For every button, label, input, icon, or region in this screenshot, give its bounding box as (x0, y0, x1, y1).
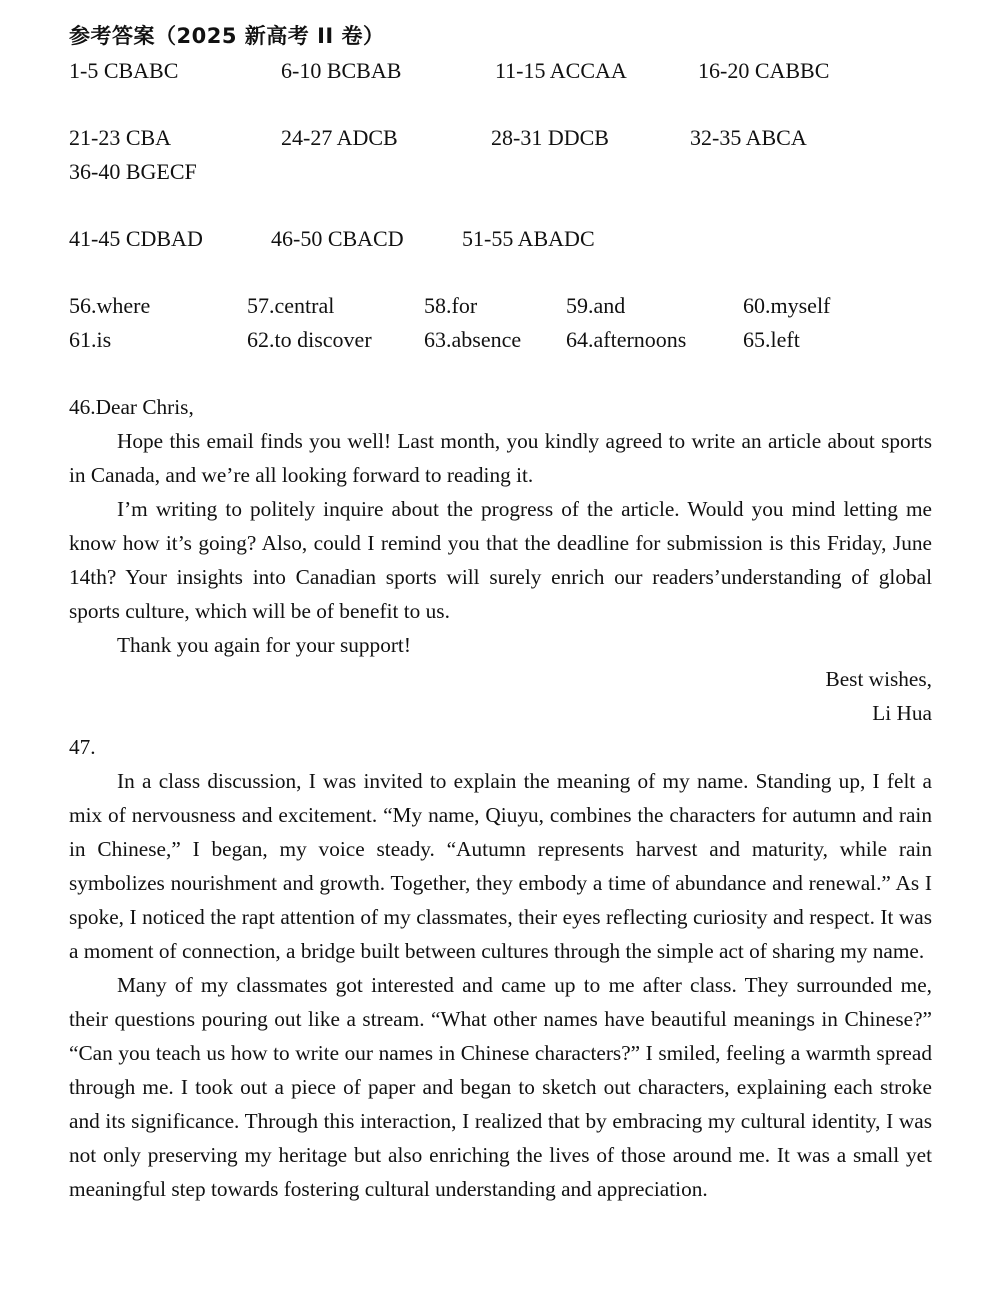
answer-group: 51-55 ABADC (462, 226, 595, 251)
fill-in-answer: 61.is (69, 327, 112, 352)
answer-row-4 (69, 222, 932, 256)
letter-paragraph: I’m writing to politely inquire about the progress of the article. Would you mind letting me know how it’s going? Also, could I remind you that the deadline for submission is this Friday, June 14th? Your insights into Canadian sports will surely enrich our readers’understanding of global sports culture, which will be of benefit to us. (69, 497, 932, 623)
fill-in-answer: 63.absence (424, 327, 522, 352)
answer-group: 36-40 BGECF (69, 159, 197, 184)
answer-group: 46-50 CBACD (271, 226, 404, 251)
answer-group: 32-35 ABCA (690, 125, 807, 150)
answer-group: 28-31 DDCB (491, 125, 609, 150)
answer-group: 1-5 CBABC (69, 58, 179, 83)
letter-closing: Best wishes, (825, 667, 932, 691)
answer-row-6 (69, 323, 932, 357)
answer-group: 21-23 CBA (69, 125, 172, 150)
fill-in-answer: 59.and (566, 293, 626, 318)
letter-signature: Li Hua (872, 701, 932, 725)
letter-salutation: 46.Dear Chris, (69, 395, 194, 419)
letter-paragraph: Hope this email finds you well! Last month, you kindly agreed to write an article about sports in Canada, and we’re all looking forward to reading it. (69, 429, 932, 487)
answer-group: 16-20 CABBC (698, 58, 830, 83)
fill-in-answer: 58.for (424, 293, 478, 318)
answer-group: 24-27 ADCB (281, 125, 398, 150)
answer-row-1 (69, 54, 932, 88)
answer-group: 6-10 BCBAB (281, 58, 402, 83)
fill-in-answer: 64.afternoons (566, 327, 687, 352)
essay-paragraph: In a class discussion, I was invited to explain the meaning of my name. Standing up, I felt a mix of nervousness and excitement. “My name, Qiuyu, combines the characters for autumn and rain in Chinese,” I began, my voice steady. “Autumn represents harvest and maturity, while rain symbolizes nourishment and growth. Together, they embody a time of abundance and renewal.” As I spoke, I noticed the rapt attention of my classmates, their eyes reflecting curiosity and respect. It was a moment of connection, a bridge built between cultures through the simple act of sharing my name. (69, 769, 932, 963)
essay-paragraph: Many of my classmates got interested and came up to me after class. They surrounded me, their questions pouring out like a stream. “What other names have beautiful meanings in Chinese?” “Can you teach us how to write our names in Chinese characters?” I smiled, feeling a warmth spread through me. I took out a piece of paper and began to sketch out characters, explaining each stroke and its significance. Through this interaction, I realized that by embracing my cultural identity, I was not only preserving my heritage but also enriching the lives of those around me. It was a small yet meaningful step towards fostering cultural understanding and appreciation. (69, 973, 932, 1201)
essay-section (69, 730, 932, 1206)
answer-row-5 (69, 289, 932, 323)
essay-label: 47. (69, 735, 96, 759)
answer-row-2 (69, 121, 932, 155)
answer-group: 41-45 CDBAD (69, 226, 203, 251)
letter-section (69, 390, 932, 730)
letter-paragraph: Thank you again for your support! (117, 633, 411, 657)
answer-group: 11-15 ACCAA (495, 58, 627, 83)
answer-row-3 (69, 155, 932, 189)
page-title: 参考答案（2025 新高考 II 卷） (69, 24, 385, 48)
fill-in-answer: 57.central (247, 293, 335, 318)
fill-in-answer: 60.myself (743, 293, 831, 318)
fill-in-answer: 65.left (743, 327, 800, 352)
answer-key-page (69, 18, 932, 1206)
fill-in-answer: 62.to discover (247, 327, 372, 352)
fill-in-answer: 56.where (69, 293, 151, 318)
